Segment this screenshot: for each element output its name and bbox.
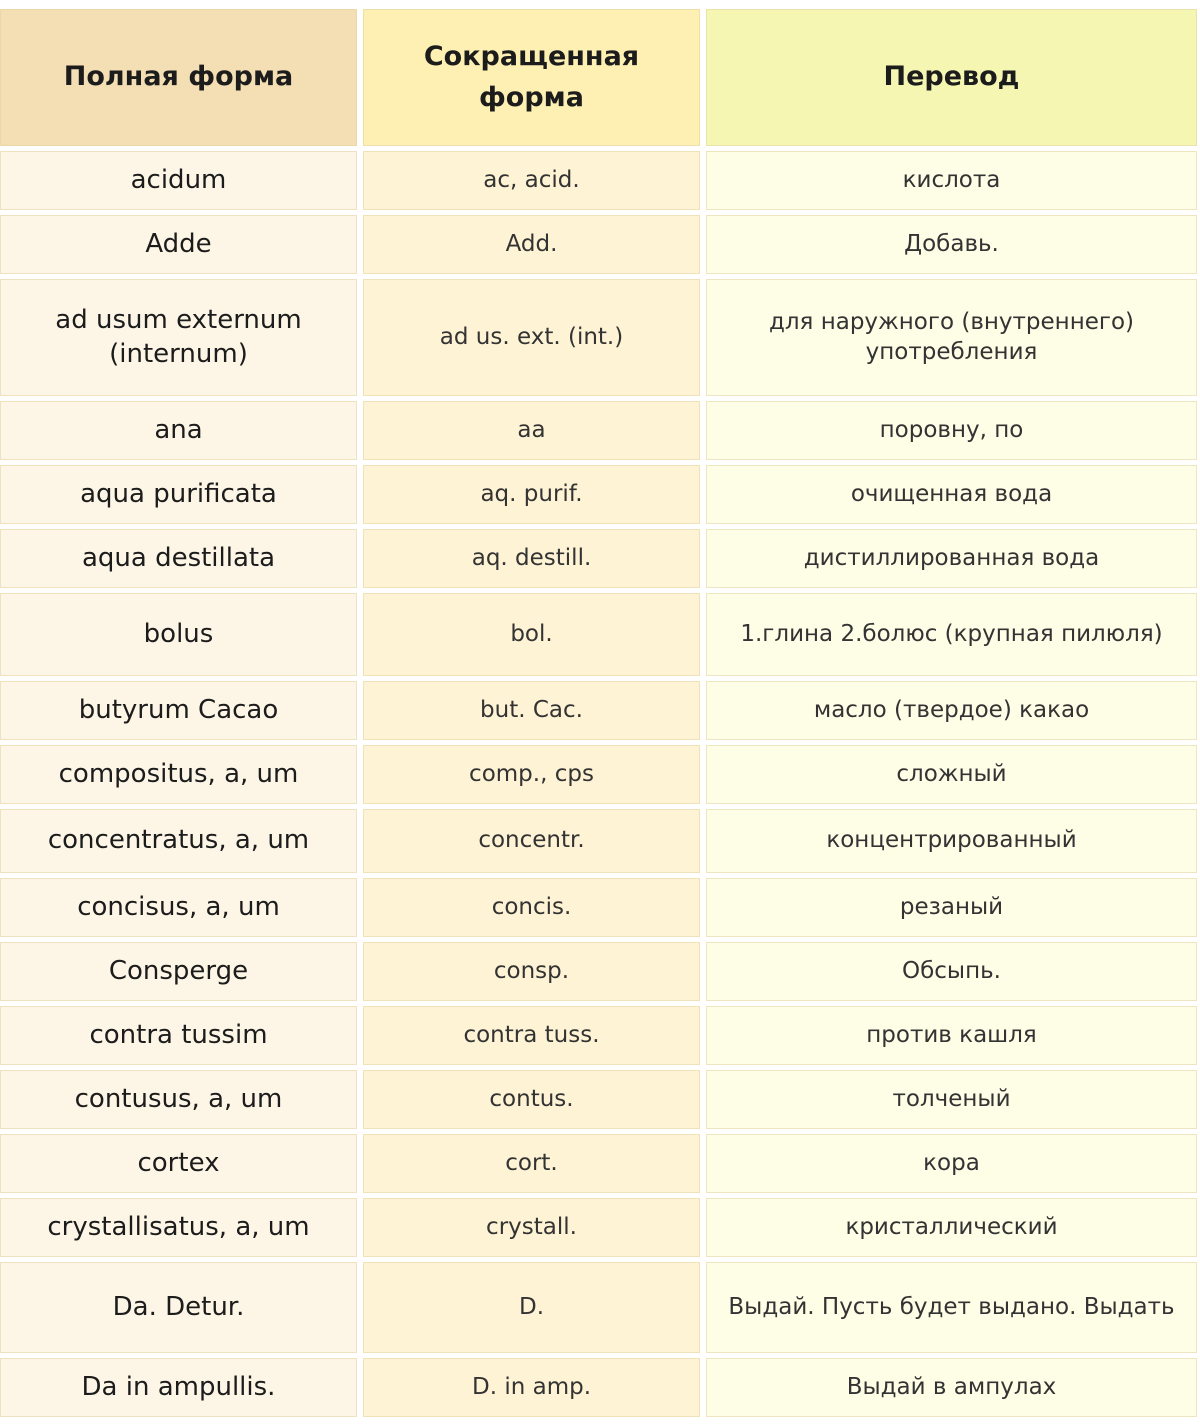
cell-full-form: ad usum externum (internum) xyxy=(0,279,357,396)
cell-short-form: but. Cac. xyxy=(363,681,700,740)
cell-translation: Обсыпь. xyxy=(706,942,1197,1001)
cell-translation: резаный xyxy=(706,878,1197,937)
cell-short-form: contus. xyxy=(363,1070,700,1129)
cell-short-form: D. in amp. xyxy=(363,1358,700,1417)
cell-full-form: aqua purificata xyxy=(0,465,357,524)
cell-full-form: Da. Detur. xyxy=(0,1262,357,1353)
cell-full-form: ana xyxy=(0,401,357,460)
header-translation: Перевод xyxy=(706,9,1197,146)
cell-short-form: contra tuss. xyxy=(363,1006,700,1065)
cell-translation: концентрированный xyxy=(706,809,1197,873)
cell-translation: дистиллированная вода xyxy=(706,529,1197,588)
cell-full-form: contra tussim xyxy=(0,1006,357,1065)
cell-full-form: acidum xyxy=(0,151,357,210)
cell-translation: 1.глина 2.болюс (крупная пилюля) xyxy=(706,593,1197,676)
cell-short-form: ad us. ext. (int.) xyxy=(363,279,700,396)
cell-full-form: compositus, a, um xyxy=(0,745,357,804)
cell-translation: очищенная вода xyxy=(706,465,1197,524)
cell-short-form: D. xyxy=(363,1262,700,1353)
cell-short-form: ac, acid. xyxy=(363,151,700,210)
cell-short-form: cort. xyxy=(363,1134,700,1193)
cell-full-form: crystallisatus, a, um xyxy=(0,1198,357,1257)
cell-translation: поровну, по xyxy=(706,401,1197,460)
cell-translation: для наружного (внутреннего) употребления xyxy=(706,279,1197,396)
cell-full-form: Consperge xyxy=(0,942,357,1001)
cell-translation: толченый xyxy=(706,1070,1197,1129)
cell-translation: кристаллический xyxy=(706,1198,1197,1257)
cell-full-form: bolus xyxy=(0,593,357,676)
cell-full-form: cortex xyxy=(0,1134,357,1193)
cell-translation: сложный xyxy=(706,745,1197,804)
cell-translation: кислота xyxy=(706,151,1197,210)
cell-translation: Выдай. Пусть будет выдано. Выдать xyxy=(706,1262,1197,1353)
cell-short-form: concentr. xyxy=(363,809,700,873)
cell-full-form: concisus, a, um xyxy=(0,878,357,937)
cell-short-form: aq. destill. xyxy=(363,529,700,588)
cell-translation: масло (твердое) какао xyxy=(706,681,1197,740)
cell-short-form: bol. xyxy=(363,593,700,676)
cell-full-form: aqua destillata xyxy=(0,529,357,588)
cell-full-form: Da in ampullis. xyxy=(0,1358,357,1417)
cell-full-form: contusus, a, um xyxy=(0,1070,357,1129)
cell-full-form: butyrum Cacao xyxy=(0,681,357,740)
cell-short-form: aa xyxy=(363,401,700,460)
cell-translation: Выдай в ампулах xyxy=(706,1358,1197,1417)
cell-translation: кора xyxy=(706,1134,1197,1193)
cell-full-form: Adde xyxy=(0,215,357,274)
cell-short-form: Add. xyxy=(363,215,700,274)
cell-full-form: concentratus, a, um xyxy=(0,809,357,873)
cell-short-form: concis. xyxy=(363,878,700,937)
header-full-form: Полная форма xyxy=(0,9,357,146)
cell-short-form: aq. purif. xyxy=(363,465,700,524)
cell-short-form: crystall. xyxy=(363,1198,700,1257)
header-short-form: Сокращенная форма xyxy=(363,9,700,146)
cell-translation: против кашля xyxy=(706,1006,1197,1065)
cell-short-form: comp., cps xyxy=(363,745,700,804)
cell-translation: Добавь. xyxy=(706,215,1197,274)
cell-short-form: consp. xyxy=(363,942,700,1001)
